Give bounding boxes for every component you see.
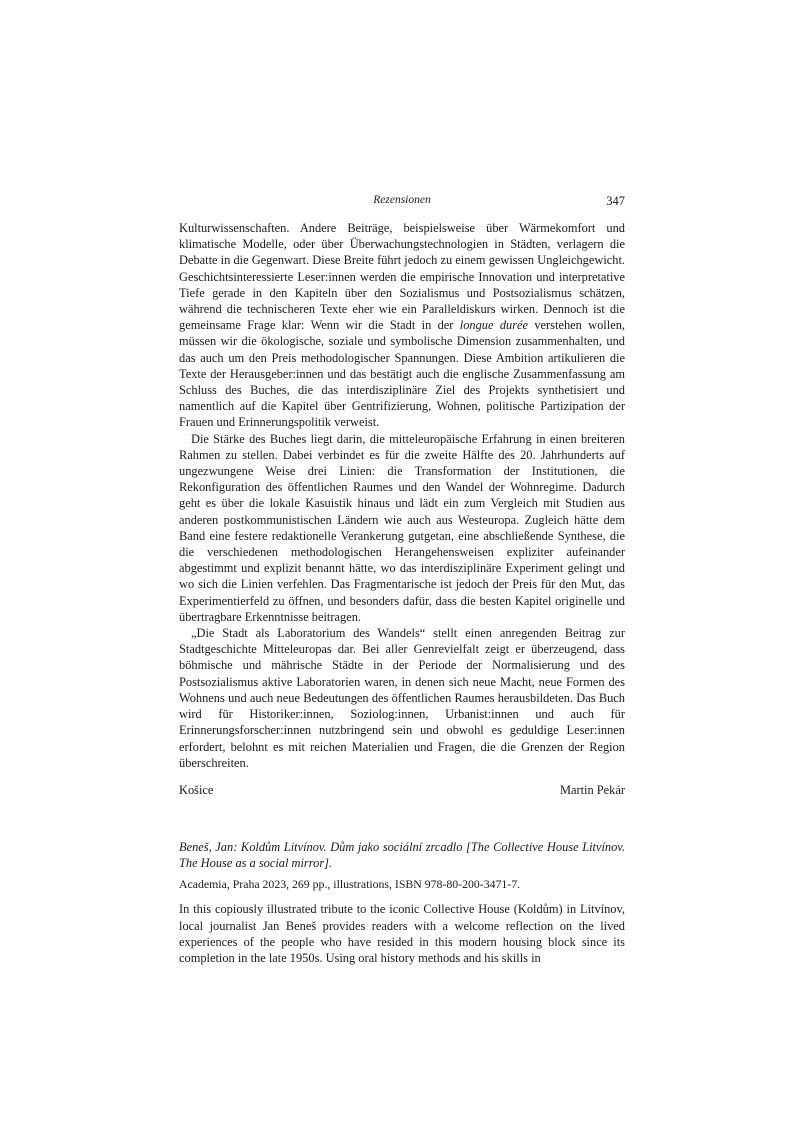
page-number: 347 (606, 194, 625, 208)
review2-paragraph-1: In this copiously illustrated tribute to the iconic Collective House (Koldům) in Litvínov, local journalist Jan Beneš provides readers with a welcome reflection on the lived experiences of the people who have resided in this modern housing block since its completion in the late 1950s. Using oral history methods and his skills in (179, 902, 625, 965)
review1-reviewer: Martin Pekár (559, 782, 625, 797)
running-title: Rezensionen (373, 194, 431, 206)
page-content (179, 194, 625, 966)
review2-book-title: Beneš, Jan: Koldům Litvínov. Dům jako sociální zrcadlo [The Collective House Litvínov. The House as a social mirror]. (179, 839, 625, 871)
review2-publication-details: Academia, Praha 2023, 269 pp., illustrations, ISBN 978-80-200-3471-7. (179, 877, 521, 892)
review1-paragraph-3: „Die Stadt als Laboratorium des Wandels“ stellt einen anregenden Beitrag zur Stadtgeschichte Mitteleuropas dar. Bei aller Genrevielfalt zeigt er überzeugend, dass böhmische und mährische Städte in der Periode der Normalisierung und des Postsozialismus aktive Laboratorien waren, in denen sich neue Macht, neue Formen des Wohnens und auch neue Bedeutungen des öffentlichen Raumes herausbildeten. Das Buch wird für Historiker:innen, Soziolog:innen, Urbanist:innen und auch für Erinnerungsforscher:innen nutzbringend sein und obwohl es geduldige Leser:innen erfordert, belohnt es mit reichen Materialien und Fragen, die die Grenzen der Region überschreiten. (179, 626, 625, 770)
review1-signoff (179, 782, 625, 798)
review1-p1-italic-term: longue durée (459, 318, 529, 333)
running-header (179, 194, 625, 212)
review1-p1-text-a: Kulturwissenschaften. Andere Beiträge, beispielsweise über Wärmekomfort und klimatische Modelle, oder über Überwachungstechnologien in Städten, verlagern die Debatte in die Gegenwart. Diese Breite führt jedoch zu einem gewissen Ungleichgewicht. Geschichtsinteressierte Leser:innen werden die empirische Innovation und interpretative Tiefe gerade in den Kapiteln über den Sozialismus und Postsozialismus schätzen, während die technischeren Texte eher wie ein Paralleldiskurs wirken. Dennoch ist die gemeinsame Frage klar: Wenn wir die Stadt in der (179, 221, 625, 333)
review1-paragraph-1 (179, 220, 625, 431)
review1-paragraph-2: Die Stärke des Buches liegt darin, die mitteleuropäische Erfahrung in einen breiteren Rahmen zu stellen. Dabei verbindet es für die zweite Hälfte des 20. Jahrhunderts auf ungezwungene Weise drei Linien: die Transformation der Institutionen, die Rekonfiguration des öffentlichen Raumes und den Wandel der Wohnregime. Dadurch geht es über die lokale Kasuistik hinaus und lädt ein zum Vergleich mit Studien aus anderen postkommunistischen Ländern wie auch aus Westeuropa. Zugleich hätte dem Band eine festere redaktionelle Verankerung gutgetan, eine abschließende Synthese, die die verschiedenen methodologischen Herangehensweisen expliziter aufeinander abgestimmt und explizit benannt hätte, wo das interdisziplinäre Experiment gelingt und wo sich die Linien verfehlen. Das Fragmentarische ist jedoch der Preis für den Mut, das Experimentierfeld zu öffnen, und besonders dafür, dass die besten Kapitel originelle und übertragbare Erkenntnisse beitragen. (179, 431, 625, 624)
review1-p1-text-b: verstehen wollen, müssen wir die ökologische, soziale und symbolische Dimension zusammenhalten, und das auch um den Preis methodologischer Spannungen. Diese Ambition artikulieren die Texte der Herausgeber:innen und das bestätigt auch die englische Zusammenfassung am Schluss des Buches, die das interdisziplinäre Ziel des Projekts synthetisiert und namentlich auf die Kapitel über Gentrifizierung, Wohnen, politische Partizipation der Frauen und Erinnerungspolitik verweist. (179, 318, 625, 430)
review1-place: Košice (179, 782, 214, 797)
